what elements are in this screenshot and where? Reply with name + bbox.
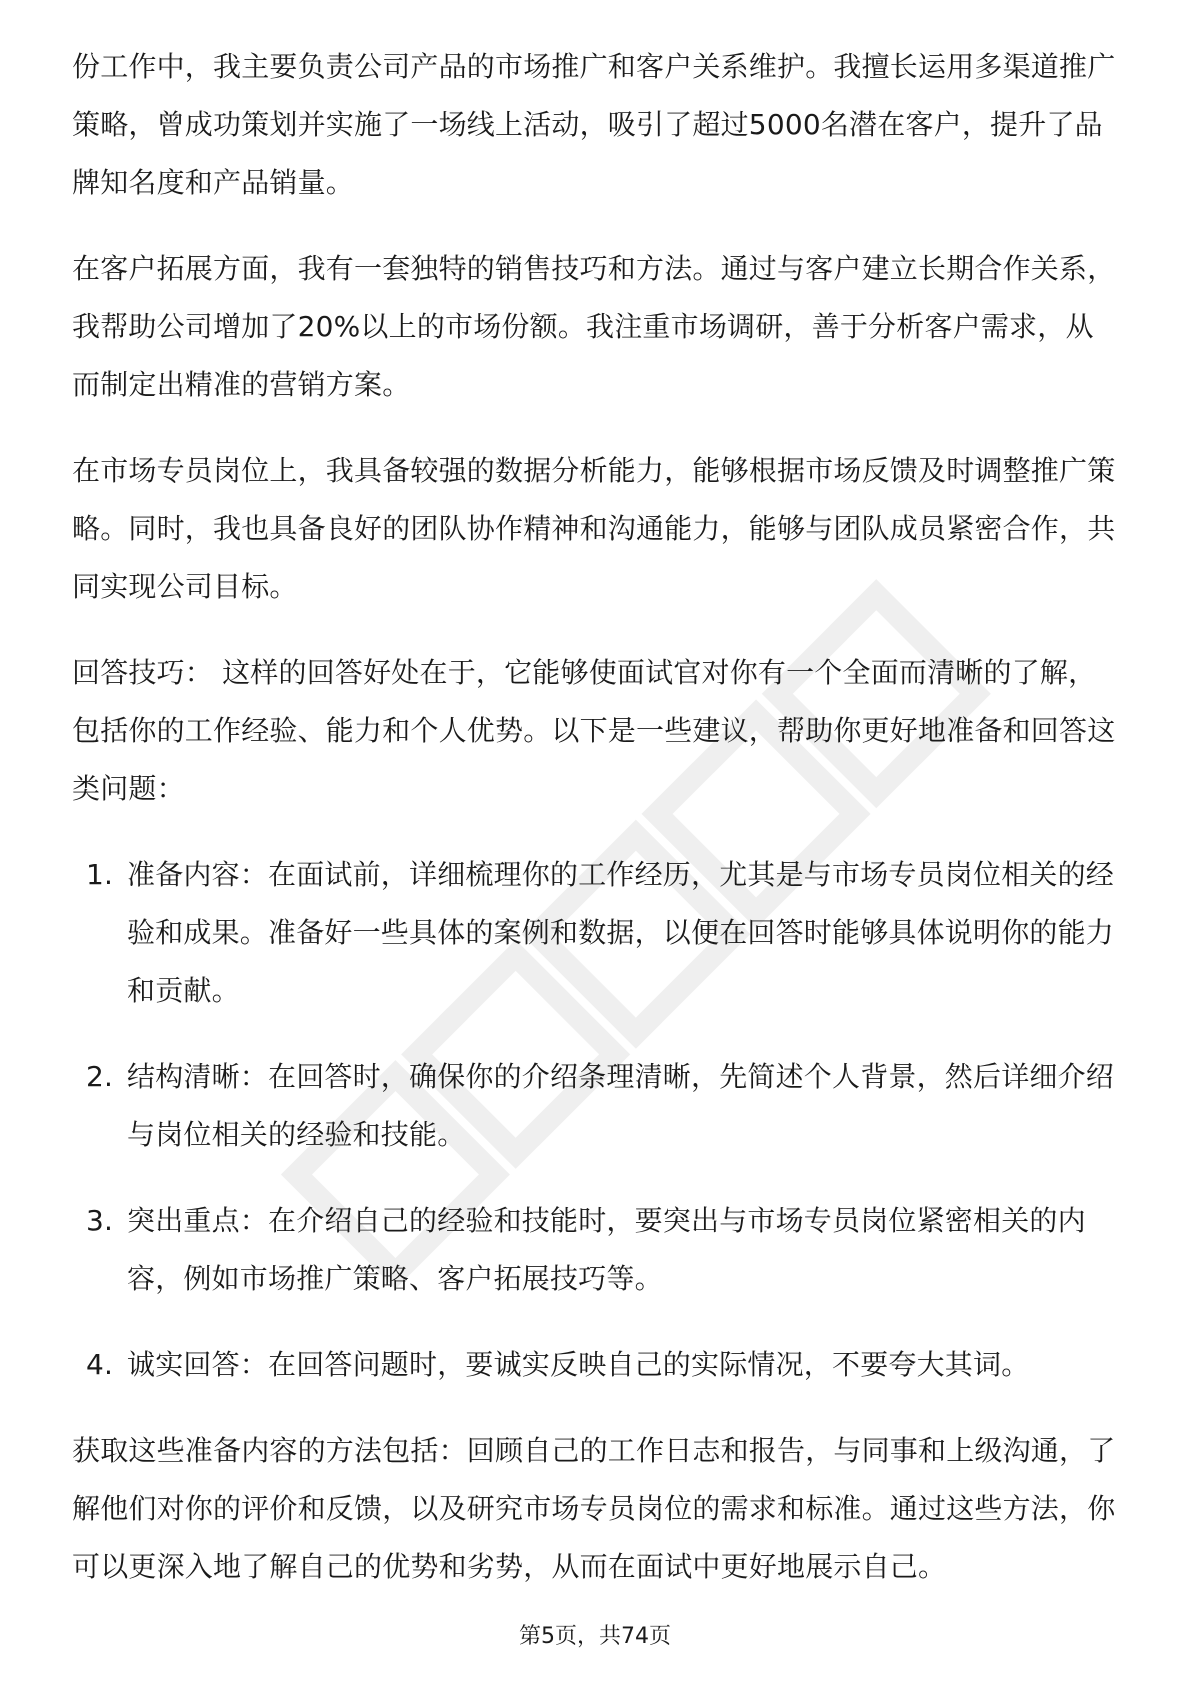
list-item [72,1192,1120,1308]
list-item-number: 4. [86,1348,114,1381]
paragraph-data-analysis: 在市场专员岗位上，我具备较强的数据分析能力，能够根据市场反馈及时调整推广策略。同时，我也具备良好的团队协作精神和沟通能力，能够与团队成员紧密合作，共同实现公司目标。 [72,454,1116,603]
list-item-text: 突出重点：在介绍自己的经验和技能时，要突出与市场专员岗位紧密相关的内容，例如市场推广策略、客户拓展技巧等。 [127,1204,1086,1295]
list-item-number: 2. [86,1060,114,1093]
paragraph-intro: 份工作中，我主要负责公司产品的市场推广和客户关系维护。我擅长运用多渠道推广策略，曾成功策划并实施了一场线上活动，吸引了超过5000名潜在客户，提升了品牌知名度和产品销量。 [72,50,1116,199]
page-number: 第5页，共74页 [519,1624,671,1649]
paragraph-client-expansion: 在客户拓展方面，我有一套独特的销售技巧和方法。通过与客户建立长期合作关系，我帮助公司增加了20%以上的市场份额。我注重市场调研，善于分析客户需求，从而制定出精准的营销方案。 [72,252,1116,401]
list-item-text: 诚实回答：在回答问题时，要诚实反映自己的实际情况，不要夸大其词。 [127,1348,1030,1381]
list-item [72,1048,1120,1164]
list-item-text: 结构清晰：在回答时，确保你的介绍条理清晰，先简述个人背景，然后详细介绍与岗位相关的经验和技能。 [127,1060,1115,1151]
document-page [72,38,1120,1624]
list-item-text: 准备内容：在面试前，详细梳理你的工作经历，尤其是与市场专员岗位相关的经验和成果。准备好一些具体的案例和数据，以便在回答时能够具体说明你的能力和贡献。 [127,858,1115,1007]
tips-list [72,846,1120,1394]
list-item [72,846,1120,1020]
list-item [72,1336,1120,1394]
list-item-number: 3. [86,1204,114,1237]
list-item-number: 1. [86,858,114,891]
paragraph-preparation-methods: 获取这些准备内容的方法包括：回顾自己的工作日志和报告，与同事和上级沟通，了解他们对你的评价和反馈，以及研究市场专员岗位的需求和标准。通过这些方法，你可以更深入地了解自己的优势和劣势，从而在面试中更好地展示自己。 [72,1434,1116,1583]
paragraph-answer-tips: 回答技巧： 这样的回答好处在于，它能够使面试官对你有一个全面而清晰的了解，包括你的工作经验、能力和个人优势。以下是一些建议，帮助你更好地准备和回答这类问题： [72,656,1116,805]
